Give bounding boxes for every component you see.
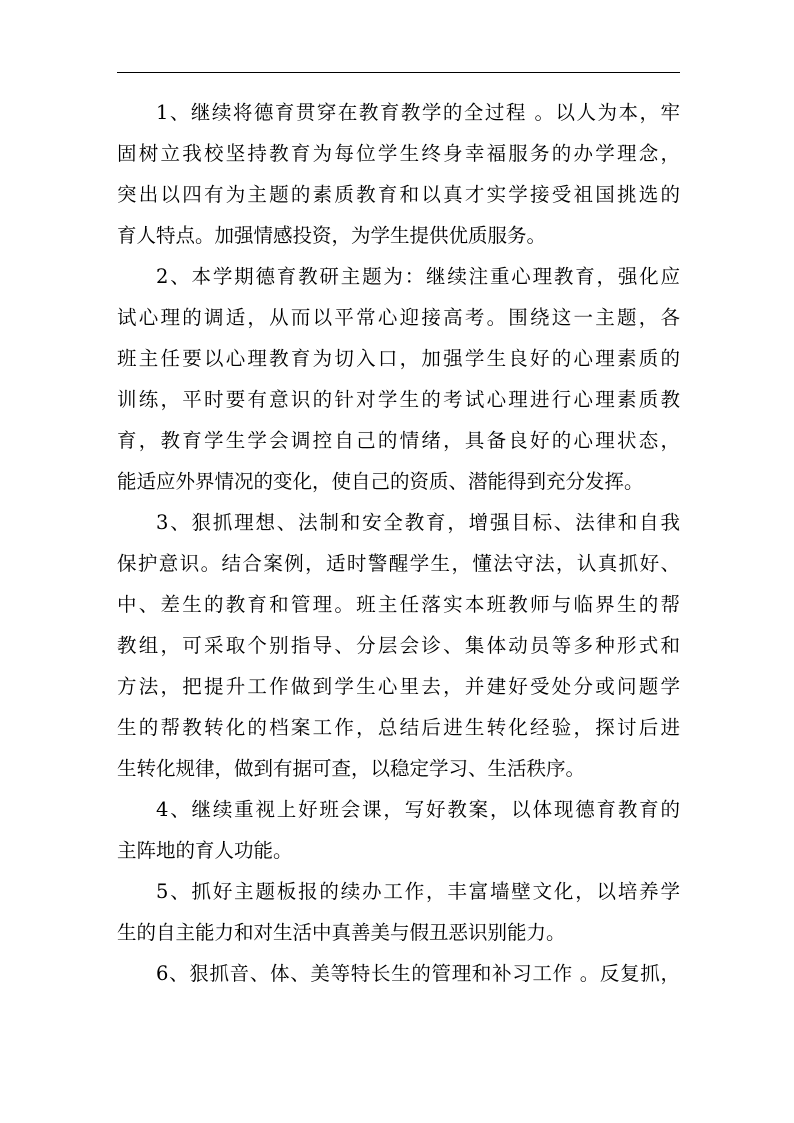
- paragraph-line: 3、狠抓理想、法制和安全教育，增强目标、法律和自我: [156, 511, 680, 534]
- paragraph-line: 固树立我校坚持教育为每位学生终身幸福服务的办学理念，: [117, 142, 680, 165]
- paragraph-5: [117, 871, 680, 953]
- paragraph-line: 教组，可采取个别指导、分层会诊、集体动员等多种形式和: [117, 634, 680, 657]
- paragraph-3: [117, 502, 680, 789]
- paragraph-4: [117, 789, 680, 871]
- paragraph-1: [117, 92, 680, 256]
- paragraph-line: 6、狠抓音、体、美等特长生的管理和补习工作 。反复抓，: [156, 962, 680, 985]
- paragraph-line: 突出以四有为主题的素质教育和以真才实学接受祖国挑选的: [117, 183, 680, 206]
- paragraph-line: 5、抓好主题板报的续办工作，丰富墙壁文化，以培养学: [156, 880, 680, 903]
- paragraph-line: 班主任要以心理教育为切入口，加强学生良好的心理素质的: [117, 347, 680, 370]
- paragraph-line: 育人特点。加强情感投资，为学生提供优质服务。: [117, 224, 547, 247]
- paragraph-line: 生转化规律，做到有据可查，以稳定学习、生活秩序。: [117, 757, 586, 780]
- paragraph-line: 能适应外界情况的变化，使自己的资质、潜能得到充分发挥。: [117, 470, 644, 493]
- paragraph-line: 1、继续将德育贯穿在教育教学的全过程 。以人为本，牢: [156, 101, 680, 124]
- paragraph-line: 2、本学期德育教研主题为：继续注重心理教育，强化应: [156, 265, 680, 288]
- header-rule: [117, 72, 680, 73]
- paragraph-line: 主阵地的育人功能。: [117, 839, 293, 862]
- paragraph-line: 训练，平时要有意识的针对学生的考试心理进行心理素质教: [117, 388, 680, 411]
- paragraph-line: 生的自主能力和对生活中真善美与假丑恶识别能力。: [117, 921, 566, 944]
- paragraph-line: 生的帮教转化的档案工作，总结后进生转化经验，探讨后进: [117, 716, 680, 739]
- paragraph-line: 4、继续重视上好班会课，写好教案，以体现德育教育的: [156, 798, 680, 821]
- paragraph-line: 保护意识。结合案例，适时警醒学生，懂法守法，认真抓好、: [117, 552, 680, 575]
- document-body: [117, 92, 680, 994]
- paragraph-6: [117, 953, 680, 994]
- paragraph-line: 育，教育学生学会调控自己的情绪，具备良好的心理状态，: [117, 429, 680, 452]
- paragraph-line: 方法，把提升工作做到学生心里去，并建好受处分或问题学: [117, 675, 680, 698]
- paragraph-line: 试心理的调适，从而以平常心迎接高考。围绕这一主题，各: [117, 306, 680, 329]
- paragraph-line: 中、差生的教育和管理。班主任落实本班教师与临界生的帮: [117, 593, 680, 616]
- paragraph-2: [117, 256, 680, 502]
